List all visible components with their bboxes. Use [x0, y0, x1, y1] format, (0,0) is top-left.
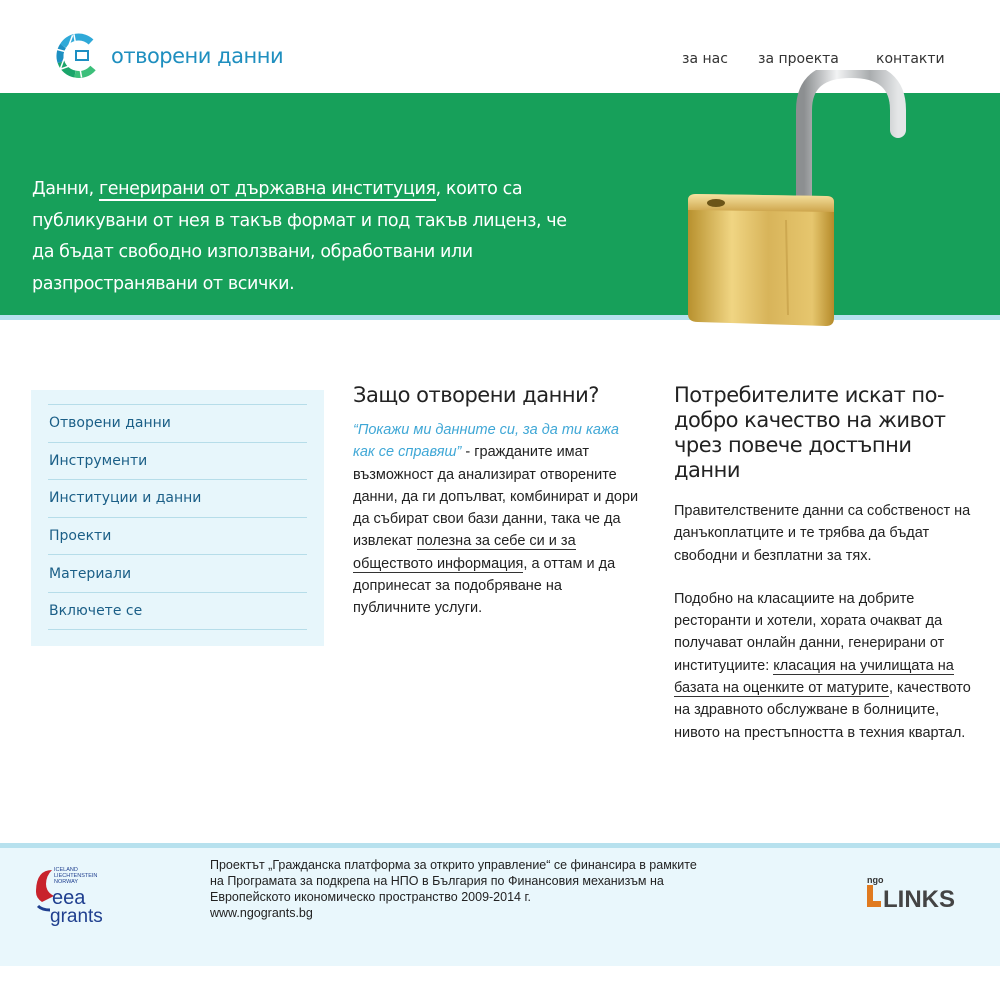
nav-about[interactable]: за нас	[682, 51, 728, 67]
consumers-section	[674, 383, 974, 744]
footer-line: Европейското икономическо пространство 2009-2014 г.	[210, 890, 531, 904]
section-paragraph	[353, 419, 643, 620]
site-logo[interactable]	[53, 32, 283, 80]
sidebar	[31, 390, 324, 646]
sidebar-item-projects[interactable]: Проекти	[48, 517, 307, 555]
section-title: Потребителите искат по-добро качество на живот чрез повече достъпни данни	[674, 383, 946, 482]
sidebar-item-institutions[interactable]: Институции и данни	[48, 479, 307, 517]
links-small-text: ngo	[867, 875, 884, 885]
nav-project[interactable]: за проекта	[758, 51, 839, 67]
footer-website[interactable]: www.ngogrants.bg	[210, 906, 313, 920]
inline-link[interactable]: полезна за себе си и за обществото информация	[353, 533, 576, 572]
paragraph-text: Подобно на класациите на добрите ресторанти и хотели, хората очакват да получават онлайн данни, генерирани от институциите:	[674, 590, 945, 674]
ngo-links-logo[interactable]	[866, 874, 966, 910]
eea-country-2: LIECHTENSTEIN	[54, 873, 98, 879]
section-paragraph: Правителствените данни са собственост на данъкоплатците и те трябва да бъдат свободни и безплатни за тях.	[674, 503, 971, 564]
sidebar-item-open-data[interactable]: Отворени данни	[48, 404, 307, 442]
paragraph-text: - гражданите имат възможност да анализират отворените данни, да ги допълват, комбинират и дори да събират свои бази данни, така че да извлекат	[353, 444, 639, 550]
hero-text-end: , които са публикувани от нея в такъв формат и под такъв лиценз, че да бъдат свободно използвани, обработвани или разпространявани от всички.	[32, 179, 567, 294]
quote-text: “Покажи ми данните си, за да ти кажа как се справяш”	[353, 422, 619, 461]
hero-description	[32, 174, 572, 300]
sidebar-item-materials[interactable]: Материали	[48, 554, 307, 592]
sidebar-item-tools[interactable]: Инструменти	[48, 442, 307, 480]
logo-icon	[53, 32, 105, 80]
nav-contacts[interactable]: контакти	[876, 51, 945, 67]
eea-country-1: ICELAND	[54, 867, 78, 873]
footer-line: Проектът „Гражданска платформа за открито управление“ се финансира в рамките	[210, 858, 697, 872]
padlock-icon	[676, 70, 966, 340]
paragraph-text: , качеството на здравното обслужване в болниците, нивото на престъпността в техния квартал.	[674, 680, 971, 741]
inline-link[interactable]: класация на училищата на базата на оценките от матурите	[674, 657, 954, 697]
links-big-text: LINKS	[883, 886, 955, 910]
section-paragraph	[674, 588, 974, 744]
eea-grants-logo[interactable]	[32, 862, 132, 926]
section-title: Защо отворени данни?	[353, 383, 599, 407]
hero-link[interactable]: генерирани от държавна институция	[98, 179, 436, 199]
logo-text: отворени данни	[111, 44, 284, 68]
why-open-data-section	[353, 383, 643, 620]
hero-text-start: Данни,	[32, 179, 99, 199]
footer-funding-text	[210, 857, 750, 921]
sidebar-item-get-involved[interactable]: Включете се	[48, 592, 307, 630]
eea-country-3: NORWAY	[54, 879, 79, 885]
eea-word: eea	[52, 887, 86, 909]
paragraph-text: , а оттам и да допринесат за подобряване на публичните услуги.	[353, 555, 616, 617]
footer-line: на Програмата за подкрепа на НПО в България по Финансовия механизъм на	[210, 874, 664, 888]
sidebar-menu	[48, 404, 307, 630]
grants-word: grants	[50, 906, 103, 926]
